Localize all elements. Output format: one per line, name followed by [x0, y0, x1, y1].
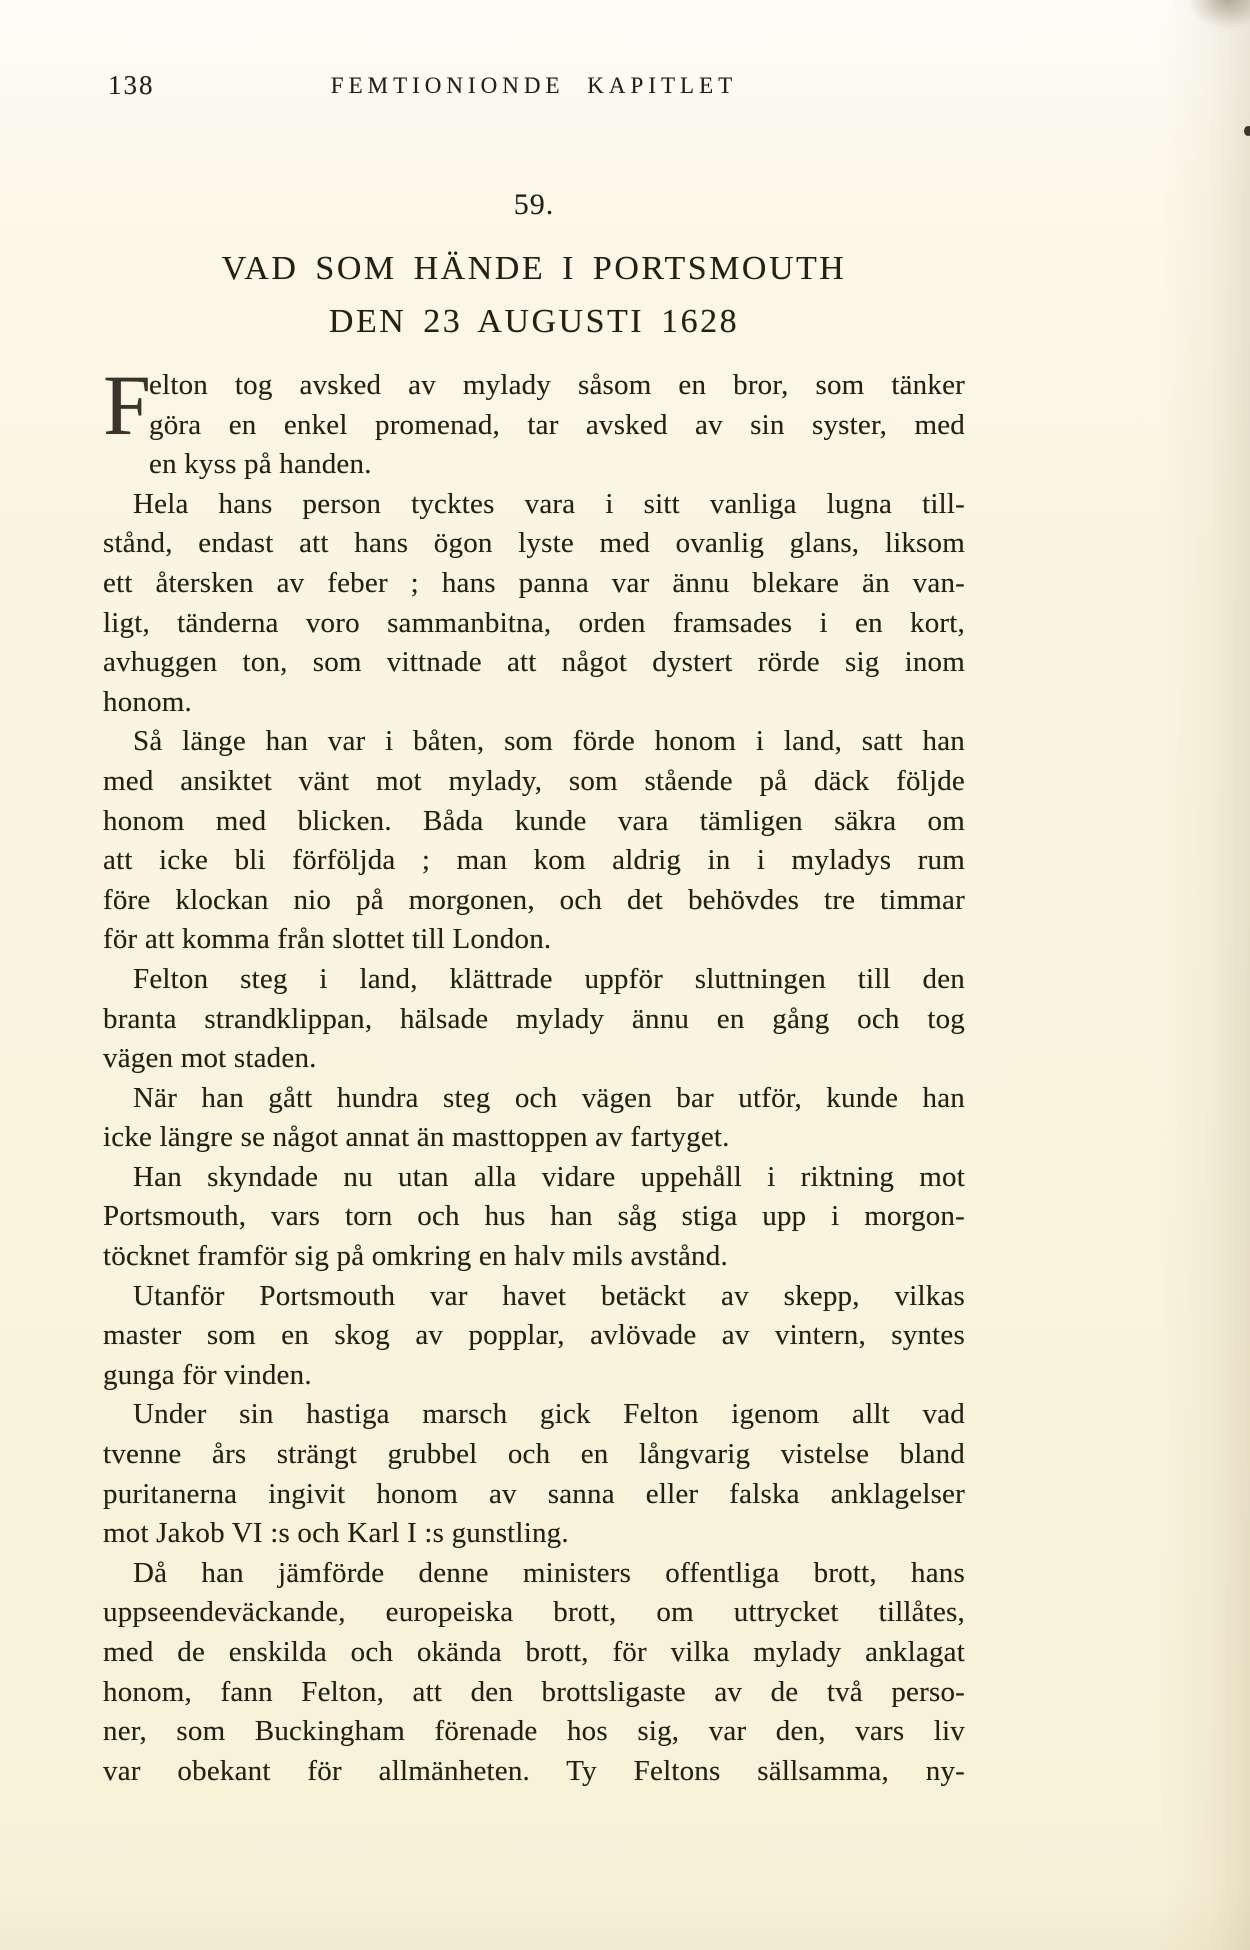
text-line: Då han jämförde denne ministers offentliga brott, hans — [133, 1556, 965, 1589]
drop-cap: F — [103, 357, 152, 453]
text-line: ligt, tänderna voro sammanbitna, orden framsades i en kort, — [103, 606, 965, 639]
text-line: stånd, endast att hans ögon lyste med ovanlig glans, liksom — [103, 527, 965, 560]
paragraph — [103, 485, 965, 723]
text-line: honom med blicken. Båda kunde vara tämligen säkra om — [103, 804, 965, 837]
text-line: Han skyndade nu utan alla vidare uppehåll i riktning mot — [133, 1160, 965, 1193]
scan-shadow-right-edge — [1160, 0, 1250, 1950]
text-line: gunga för vinden. — [103, 1358, 312, 1391]
text-line: töcknet framför sig på omkring en halv mils avstånd. — [103, 1240, 728, 1273]
text-line: honom, fann Felton, att den brottsligaste av de två perso- — [103, 1675, 965, 1708]
page-content — [103, 188, 965, 1791]
text-line: att icke bli förföljda ; man kom aldrig in i myladys rum — [103, 844, 965, 877]
text-line: en kyss på handen. — [149, 448, 372, 481]
body-text — [103, 357, 965, 1791]
text-line: Utanför Portsmouth var havet betäckt av skepp, vilkas — [133, 1279, 965, 1312]
paragraph — [103, 357, 965, 485]
text-line: för att komma från slottet till London. — [103, 923, 552, 956]
text-line: puritanerna ingivit honom av sanna eller falska anklagelser — [103, 1477, 965, 1510]
text-line: ner, som Buckingham förenade hos sig, var den, vars liv — [103, 1715, 965, 1748]
paragraph — [103, 1079, 965, 1158]
text-line: avhuggen ton, som vittnade att något dystert rörde sig inom — [103, 646, 965, 679]
text-line: före klockan nio på morgonen, och det behövdes tre timmar — [103, 883, 965, 916]
ink-speck — [1244, 126, 1250, 136]
text-line: Så länge han var i båten, som förde honom i land, satt han — [133, 725, 965, 758]
page-number: 138 — [108, 70, 155, 100]
text-line: branta strandklippan, hälsade mylady ännu en gång och tog — [103, 1002, 965, 1035]
text-line: Hela hans person tycktes vara i sitt vanliga lugna till- — [133, 487, 965, 520]
chapter-number: 59. — [513, 188, 555, 221]
text-line: Portsmouth, vars torn och hus han såg stiga upp i morgon- — [103, 1200, 965, 1233]
text-line: med de enskilda och okända brott, för vilka mylady anklagat — [103, 1636, 965, 1668]
paragraph — [103, 960, 965, 1079]
paragraph — [103, 1158, 965, 1277]
text-line: tvenne års strängt grubbel och en långvarig vistelse bland — [103, 1438, 965, 1471]
paragraph — [103, 722, 965, 960]
chapter-title — [103, 242, 965, 348]
text-line: Under sin hastiga marsch gick Felton igenom allt vad — [133, 1398, 965, 1431]
paragraph — [103, 1395, 965, 1553]
chapter-title-line2: DEN 23 AUGUSTI 1628 — [328, 303, 740, 340]
text-line: med ansiktet vänt mot mylady, som stående på däck följde — [103, 764, 965, 797]
text-line: göra en enkel promenad, tar avsked av sin syster, med — [149, 408, 965, 441]
page-header — [103, 70, 965, 104]
text-line: elton tog avsked av mylady såsom en bror, som tänker — [149, 369, 965, 401]
paragraph — [103, 1554, 965, 1792]
paragraph — [103, 1277, 965, 1396]
text-line: Felton steg i land, klättrade uppför sluttningen till den — [133, 962, 965, 995]
scan-smudge-top-right — [1186, 0, 1250, 30]
scan-shadow-bottom-edge — [0, 1890, 1250, 1950]
text-line: master som en skog av popplar, avlövade av vintern, syntes — [103, 1319, 965, 1352]
text-line: uppseendeväckande, europeiska brott, om uttrycket tillåtes, — [103, 1596, 965, 1629]
chapter-title-line1: VAD SOM HÄNDE I PORTSMOUTH — [221, 250, 847, 287]
text-line: mot Jakob VI :s och Karl I :s gunstling. — [103, 1517, 569, 1550]
text-line: var obekant för allmänheten. Ty Feltons sällsamma, ny- — [103, 1754, 965, 1787]
running-title: FEMTIONIONDE KAPITLET — [330, 73, 738, 98]
text-line: icke längre se något annat än masttoppen av fartyget. — [103, 1121, 730, 1154]
text-line: När han gått hundra steg och vägen bar utför, kunde han — [133, 1081, 965, 1114]
text-line: ett återsken av feber ; hans panna var ännu blekare än van- — [103, 566, 965, 599]
text-line: honom. — [103, 685, 193, 718]
text-line: vägen mot staden. — [103, 1042, 317, 1075]
